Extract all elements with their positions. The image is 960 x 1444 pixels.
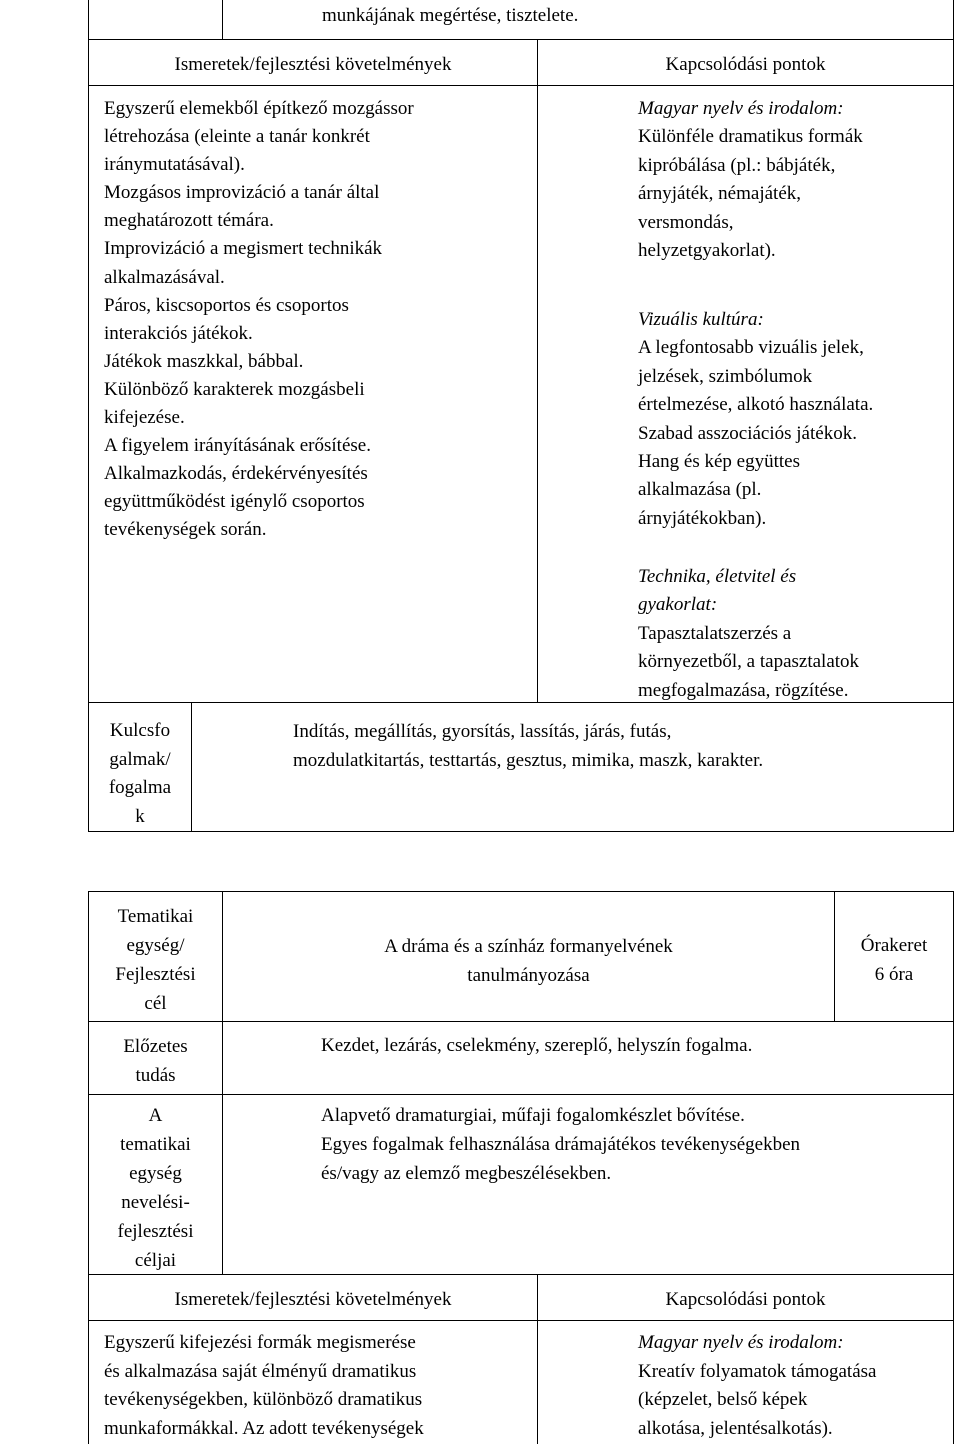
label-line: fogalma <box>108 777 172 798</box>
connection-line: árnyjátékokban). <box>638 507 767 529</box>
requirement-line: tevékenységek során. <box>104 519 267 541</box>
connection-line: helyzetgyakorlat). <box>638 240 776 262</box>
t2-row1-border <box>88 1021 954 1022</box>
connections-header: Kapcsolódási pontok <box>665 54 826 75</box>
connection-line: Kreatív folyamatok támogatása <box>638 1360 877 1382</box>
goal-line: és/vagy az elemző megbeszélésekben. <box>321 1163 612 1184</box>
connection-line: Különféle dramatikus formák <box>638 126 863 148</box>
connection-line: (képzelet, belső képek <box>638 1389 808 1410</box>
unit-title-line: tanulmányozása <box>467 965 590 986</box>
t2-header-border <box>88 1320 954 1321</box>
t1-left-border <box>88 0 89 832</box>
connection-line: Hang és kép együttes <box>638 451 800 473</box>
goal-line: Egyes fogalmak felhasználása drámajátékos tevékenységekben <box>321 1134 801 1155</box>
connection-line: alkalmazása (pl. <box>638 479 762 501</box>
connection-line: jelzések, szimbólumok <box>638 365 813 387</box>
requirements-header: Ismeretek/fejlesztési követelmények <box>174 54 452 75</box>
connection-block-technology <box>638 563 859 705</box>
requirement-line: tevékenységekben, különböző dramatikus <box>104 1389 423 1410</box>
connection-line: árnyjáték, némajáték, <box>638 183 802 205</box>
subject-heading: Technika, életvitel és <box>638 566 797 587</box>
t1-key-divider <box>191 703 192 832</box>
requirements-text <box>104 95 414 545</box>
requirement-line: munkaformákkal. Az adott tevékenységek <box>104 1417 424 1439</box>
prior-knowledge-text: Kezdet, lezárás, cselekmény, szereplő, helyszín fogalma. <box>321 1035 753 1056</box>
prior-knowledge-label <box>89 1032 222 1090</box>
requirement-line: kifejezése. <box>104 407 185 429</box>
connection-block-visual <box>638 306 873 533</box>
key-concepts-label <box>89 717 191 831</box>
requirement-line: Egyszerű elemekből építkező mozgássor <box>104 98 414 119</box>
label-line: galmak/ <box>109 748 171 770</box>
label-line: k <box>135 805 145 827</box>
connection-line: A legfontosabb vizuális jelek, <box>638 337 864 359</box>
requirement-line: interakciós játékok. <box>104 322 253 344</box>
t1-header-border <box>88 85 954 86</box>
requirement-line: A figyelem irányításának erősítése. <box>104 435 371 457</box>
connection-line: versmondás, <box>638 211 734 233</box>
requirement-line: Különböző karakterek mozgásbeli <box>104 378 365 400</box>
label-line: Előzetes <box>123 1036 188 1057</box>
label-line: tudás <box>135 1065 176 1086</box>
connection-line: értelmezése, alkotó használata. <box>638 394 874 416</box>
requirement-line: iránymutatásával). <box>104 154 245 176</box>
goals-text <box>321 1101 800 1188</box>
key-concepts-text <box>293 717 763 775</box>
requirement-line: Improvizáció a megismert technikák <box>104 238 383 260</box>
requirement-line: és alkalmazása saját élményű dramatikus <box>104 1360 417 1382</box>
unit-label <box>89 902 222 1018</box>
t1-top-cell-divider <box>222 0 223 40</box>
goals-label <box>89 1101 222 1275</box>
connections-header-2: Kapcsolódási pontok <box>665 1289 826 1310</box>
t2-right-border <box>953 891 954 1444</box>
label-line: fejlesztési <box>117 1221 194 1242</box>
connection-line: Tapasztalatszerzés a <box>638 622 792 644</box>
requirement-line: Játékok maszkkal, bábbal. <box>104 350 304 372</box>
unit-title-line: A dráma és a színház formanyelvének <box>384 936 673 957</box>
label-line: egység <box>129 1163 182 1184</box>
label-line: Tematikai <box>117 906 194 927</box>
t1-column-divider <box>537 40 538 702</box>
t1-right-border <box>953 0 954 832</box>
label-line: Kulcsfo <box>109 720 171 741</box>
requirement-line: Mozgásos improvizáció a tanár által <box>104 182 380 204</box>
label-line: cél <box>144 993 167 1014</box>
unit-title <box>223 932 834 990</box>
connection-block-hungarian-2 <box>638 1329 876 1443</box>
subject-heading: Magyar nyelv és irodalom: <box>638 98 844 119</box>
t1-top-row-border <box>88 39 954 40</box>
requirement-line: létrehozása (eleinte a tanár konkrét <box>104 126 370 148</box>
hours-value: 6 óra <box>874 964 914 985</box>
label-line: egység/ <box>126 935 185 956</box>
connection-line: környezetből, a tapasztalatok <box>638 651 860 673</box>
t2-top-border <box>88 891 954 892</box>
requirement-line: együttműködést igénylő csoportos <box>104 491 365 513</box>
requirement-line: alkalmazásával. <box>104 266 225 288</box>
subject-heading: Vizuális kultúra: <box>638 309 764 330</box>
subject-heading: Magyar nyelv és irodalom: <box>638 1332 844 1353</box>
connection-line: kipróbálása (pl.: bábjáték, <box>638 154 836 176</box>
key-terms-line: Indítás, megállítás, gyorsítás, lassítás, járás, futás, <box>293 721 672 742</box>
label-line: céljai <box>134 1250 177 1271</box>
requirement-line: meghatározott témára. <box>104 210 274 232</box>
label-line: nevelési- <box>121 1192 190 1213</box>
key-terms-line: mozdulatkitartás, testtartás, gesztus, mimika, maszk, karakter. <box>293 750 764 771</box>
top-continuation-text: munkájának megértése, tisztelete. <box>322 5 579 26</box>
connection-line: megfogalmazása, rögzítése. <box>638 679 849 701</box>
connection-line: alkotása, jelentésalkotás). <box>638 1417 833 1439</box>
connection-block-hungarian <box>638 95 863 265</box>
connection-line: Szabad asszociációs játékok. <box>638 422 857 444</box>
requirement-line: Egyszerű kifejezési formák megismerése <box>104 1332 416 1353</box>
t2-row2-border <box>88 1094 954 1095</box>
label-line: Fejlesztési <box>115 964 196 985</box>
hours-label: Órakeret <box>860 935 928 956</box>
requirements-text-2 <box>104 1329 424 1443</box>
t1-bottom-border <box>88 831 954 832</box>
label-line: tematikai <box>120 1134 191 1155</box>
label-line: A <box>148 1105 163 1126</box>
subject-heading: gyakorlat: <box>638 594 718 616</box>
requirement-line: Páros, kiscsoportos és csoportos <box>104 294 349 316</box>
goal-line: Alapvető dramaturgiai, műfaji fogalomkészlet bővítése. <box>321 1105 745 1126</box>
requirement-line: Alkalmazkodás, érdekérvényesítés <box>104 463 368 485</box>
requirements-header-2: Ismeretek/fejlesztési követelmények <box>174 1289 452 1310</box>
